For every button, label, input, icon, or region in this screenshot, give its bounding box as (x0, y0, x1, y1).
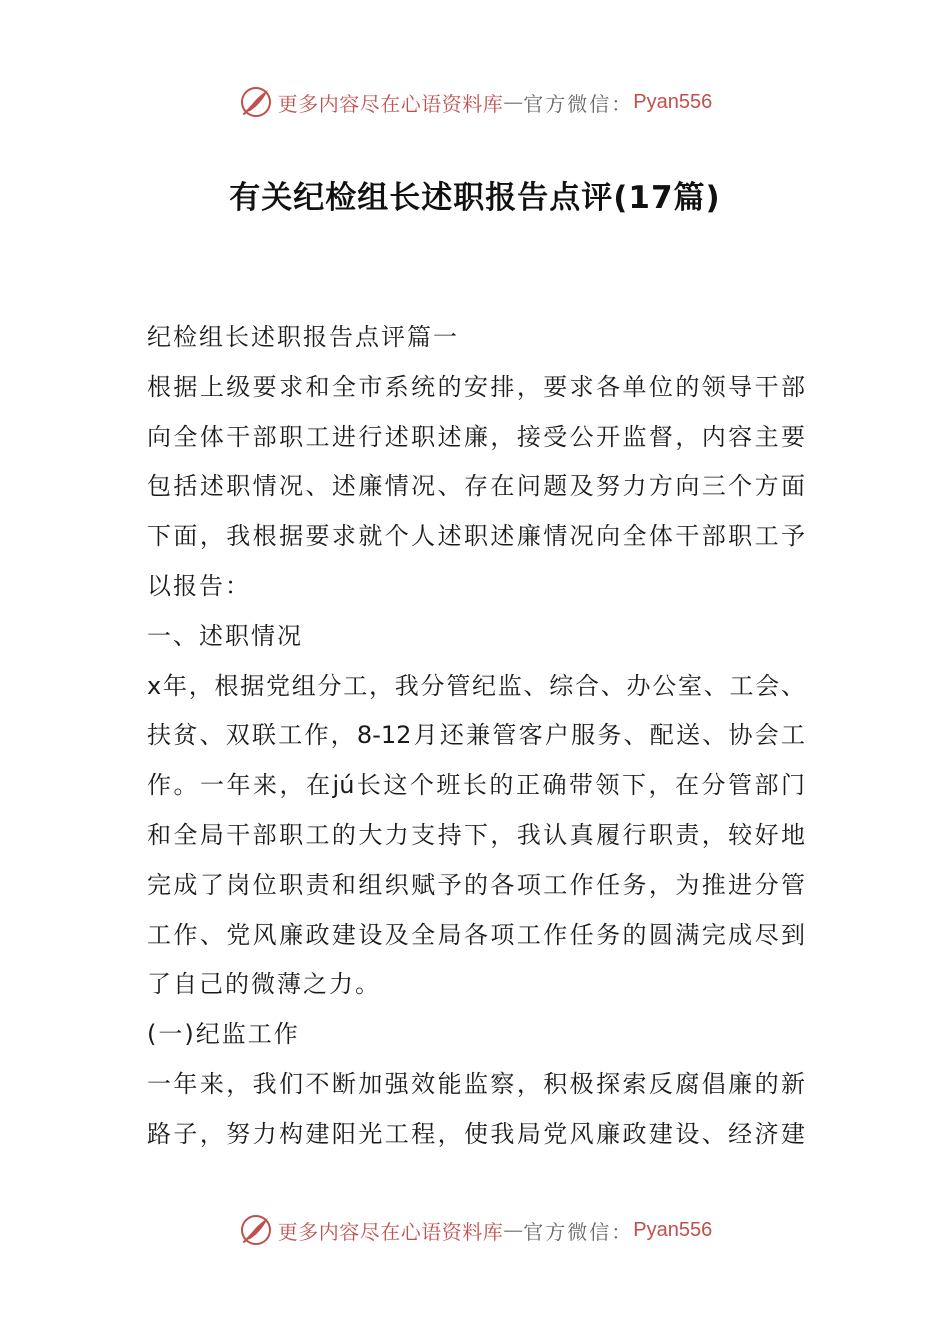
body-line: 纪检组长述职报告点评篇一 (147, 323, 459, 351)
body-line: 包括述职情况、述廉情况、存在问题及努力方向三个方面 (147, 472, 805, 501)
banner-dash: — (503, 90, 524, 114)
body-line: 和全局干部职工的大力支持下，我认真履行职责，较好地 (147, 820, 805, 849)
banner-dash: — (503, 1218, 524, 1242)
body-line: (一)纪监工作 (147, 1020, 300, 1049)
quill-logo-icon (238, 1212, 274, 1248)
document-title: 有关纪检组长述职报告点评(17篇) (229, 180, 721, 216)
body-line: 作。一年来，在jú长这个班长的正确带领下，在分管部门 (147, 771, 805, 800)
body-line: 了自己的微薄之力。 (147, 970, 381, 999)
banner-main-text: 更多内容尽在心语资料库 (277, 91, 504, 116)
body-line: x年，根据党组分工，我分管纪监、综合、办公室、工会、 (147, 671, 805, 700)
body-line: 一、述职情况 (147, 621, 303, 650)
body-line: 完成了岗位职责和组织赋予的各项工作任务，为推进分管 (147, 870, 805, 899)
body-line: 向全体干部职工进行述职述廉，接受公开监督，内容主要 (147, 422, 805, 451)
body-line: 以报告： (147, 571, 251, 600)
quill-logo-icon (238, 84, 274, 120)
body-line: 一年来，我们不断加强效能监察，积极探索反腐倡廉的新 (147, 1069, 805, 1098)
banner-main-text: 更多内容尽在心语资料库 (277, 1219, 504, 1244)
body-line: 根据上级要求和全市系统的安排，要求各单位的领导干部 (147, 372, 805, 401)
header-banner (0, 82, 950, 122)
body-line: 下面，我根据要求就个人述职述廉情况向全体干部职工予 (147, 522, 805, 551)
body-line: 扶贫、双联工作，8-12月还兼管客户服务、配送、协会工 (147, 721, 805, 750)
banner-wechat-id: Pyan556 (633, 1218, 713, 1241)
banner-wechat-label: 官方微信： (523, 91, 634, 116)
body-line: 工作、党风廉政建设及全局各项工作任务的圆满完成尽到 (147, 920, 805, 949)
banner-wechat-label: 官方微信： (523, 1219, 634, 1244)
document-body (147, 313, 805, 1160)
body-line: 路子，努力构建阳光工程，使我局党风廉政建设、经济建 (147, 1119, 805, 1148)
banner-wechat-id: Pyan556 (633, 90, 713, 113)
footer-banner (0, 1210, 950, 1250)
